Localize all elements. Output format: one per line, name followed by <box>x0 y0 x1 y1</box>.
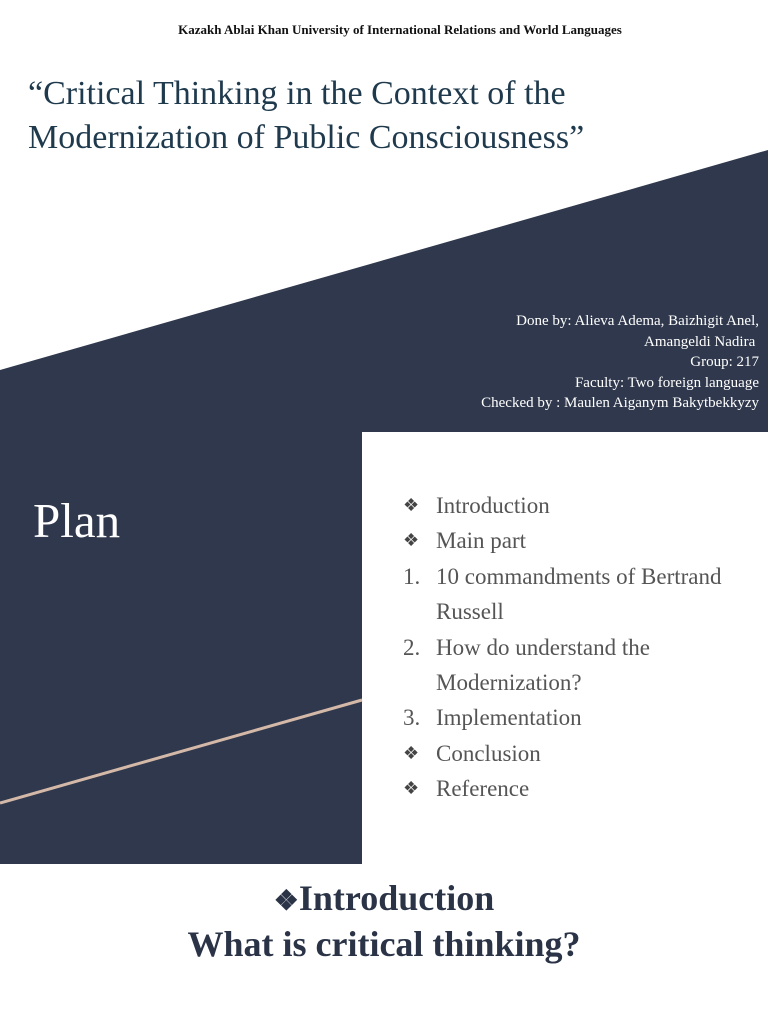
plan-list <box>403 488 733 807</box>
diamond-bullet-icon: ❖ <box>403 778 420 799</box>
introduction-heading-text: Introduction <box>298 878 495 918</box>
diamond-bullet-icon: ❖ <box>403 530 420 551</box>
diamond-bullet-icon: ❖ <box>403 742 420 763</box>
credit-line: Checked by : Maulen Aiganym Bakytbekkyzy <box>481 395 759 411</box>
plan-item-text: How do understand the Modernization? <box>436 634 650 696</box>
university-name: Kazakh Ablai Khan University of International Relations and World Languages <box>178 22 622 37</box>
introduction-slide <box>0 864 768 1024</box>
plan-slide <box>0 432 768 864</box>
presentation-title <box>28 72 748 160</box>
plan-item <box>403 771 733 806</box>
plan-item-text: Reference <box>436 776 530 802</box>
title-slide <box>0 0 768 432</box>
plan-item-text: Main part <box>436 528 527 554</box>
credit-line: Amangeldi Nadira <box>644 333 759 350</box>
plan-item <box>403 736 733 771</box>
plan-title: Plan <box>33 493 121 548</box>
numbered-marker: 2. <box>403 634 421 660</box>
plan-item <box>403 488 733 523</box>
diamond-bullet-icon: ❖ <box>403 495 420 515</box>
plan-item <box>403 523 733 558</box>
diamond-bullet-icon: ❖ <box>273 886 299 917</box>
plan-item <box>403 559 733 630</box>
introduction-heading <box>0 876 768 924</box>
plan-item-text: Implementation <box>436 705 582 731</box>
credit-line: Done by: Alieva Adema, Baizhigit Anel, <box>516 313 759 329</box>
plan-item-text: 10 commandments of Bertrand Russell <box>436 563 722 625</box>
credit-line: Faculty: Two foreign language <box>574 374 759 391</box>
title-line-2: Modernization of Public Consciousness” <box>28 119 585 156</box>
numbered-marker: 3. <box>403 705 421 731</box>
plan-item-text: Introduction <box>436 493 550 518</box>
introduction-question: What is critical thinking? <box>187 924 581 964</box>
credits-block <box>339 311 759 414</box>
plan-item-text: Conclusion <box>436 740 541 766</box>
plan-item <box>403 700 733 735</box>
title-line-1: “Critical Thinking in the Context of the <box>28 75 566 112</box>
numbered-marker: 1. <box>403 563 421 589</box>
credit-line: Group: 217 <box>690 354 759 370</box>
plan-item <box>403 630 733 701</box>
